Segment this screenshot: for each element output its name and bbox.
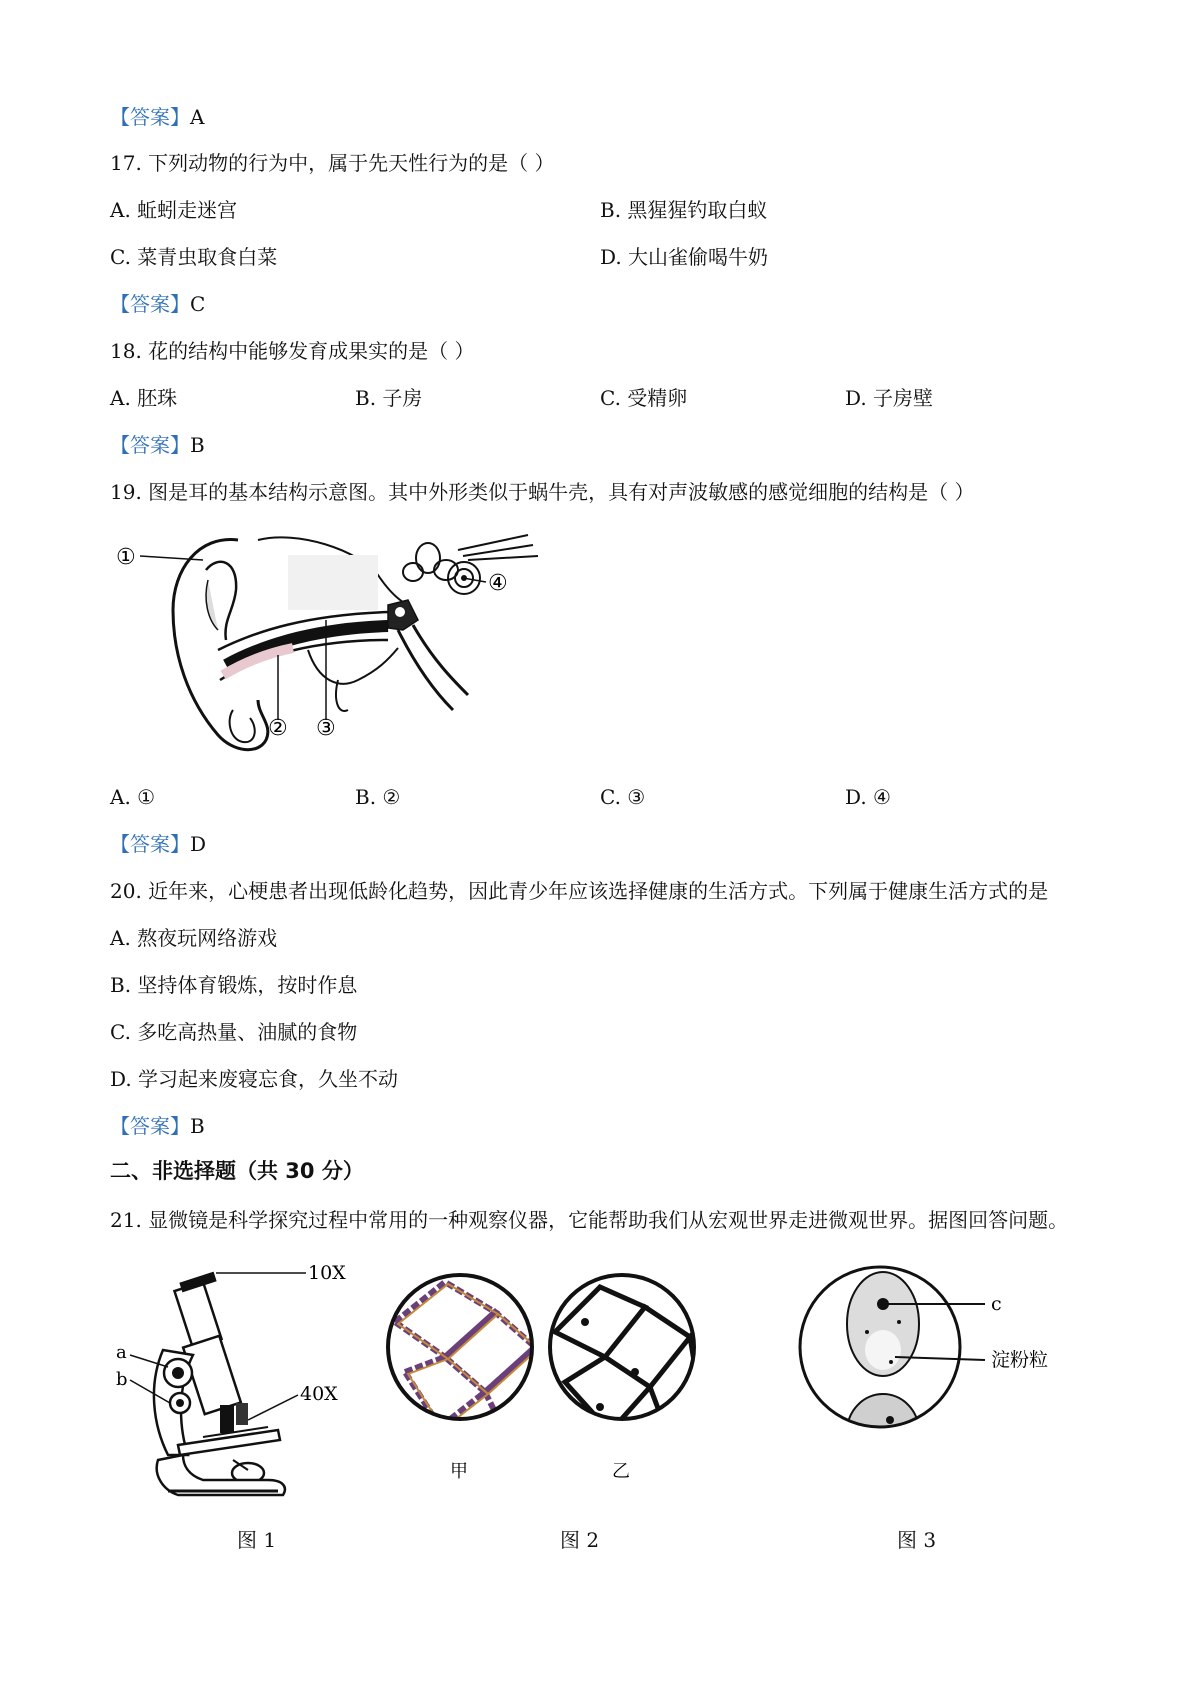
q17-option-c: C. 菜青虫取食白菜 <box>110 245 278 269</box>
answer-value: B <box>190 1114 205 1138</box>
label-starch: 淀粉粒 <box>991 1349 1049 1371</box>
q18-option-d: D. 子房壁 <box>845 386 934 410</box>
ear-label-2: ② <box>268 716 288 741</box>
q19-option-d: D. ④ <box>845 785 891 809</box>
q19-option-c: C. ③ <box>600 785 646 809</box>
label-10x: 10X <box>308 1262 346 1284</box>
q20-option-a: A. 熬夜玩网络游戏 <box>110 926 278 950</box>
answer-value: B <box>190 433 205 457</box>
q17-question: 17. 下列动物的行为中，属于先天性行为的是（ ） <box>110 151 555 175</box>
q19-answer <box>110 831 206 857</box>
q17-option-d: D. 大山雀偷喝牛奶 <box>600 245 769 269</box>
q20-question: 20. 近年来，心梗患者出现低龄化趋势，因此青少年应该选择健康的生活方式。下列属于健康生活方式的是 <box>110 879 1049 903</box>
fig3-caption: 图 3 <box>897 1528 937 1552</box>
q20-answer <box>110 1113 205 1139</box>
answer-label: 【答案】 <box>110 292 190 316</box>
answer-value: A <box>190 105 205 129</box>
ear-label-3: ③ <box>316 716 336 741</box>
ear-structure-figure <box>108 530 548 760</box>
answer-value: C <box>190 292 206 316</box>
q20-option-b: B. 坚持体育锻炼，按时作息 <box>110 973 358 997</box>
q18-question: 18. 花的结构中能够发育成果实的是（ ） <box>110 339 475 363</box>
fig2-caption: 图 2 <box>560 1528 600 1552</box>
q19-option-a: A. ① <box>110 785 156 809</box>
q18-option-c: C. 受精卵 <box>600 386 688 410</box>
label-40x: 40X <box>300 1383 338 1405</box>
q19-question: 19. 图是耳的基本结构示意图。其中外形类似于蜗牛壳，具有对声波敏感的感觉细胞的结构是（ ） <box>110 480 975 504</box>
answer-label: 【答案】 <box>110 433 190 457</box>
label-yi: 乙 <box>612 1461 630 1482</box>
q17-answer <box>110 291 205 317</box>
q16-answer <box>110 104 204 130</box>
q18-option-a: A. 胚珠 <box>110 386 178 410</box>
answer-label: 【答案】 <box>110 832 190 856</box>
answer-value: D <box>190 832 207 856</box>
q21-question: 21. 显微镜是科学探究过程中常用的一种观察仪器，它能帮助我们从宏观世界走进微观世界。据图回答问题。 <box>110 1208 1069 1232</box>
microscope-figure <box>108 1255 358 1500</box>
q17-option-a: A. 蚯蚓走迷宫 <box>110 198 238 222</box>
label-jia: 甲 <box>450 1461 468 1482</box>
answer-label: 【答案】 <box>110 1114 190 1138</box>
q18-answer <box>110 432 205 458</box>
label-c: c <box>991 1293 1002 1315</box>
q19-option-b: B. ② <box>355 785 401 809</box>
q17-option-b: B. 黑猩猩钓取白蚁 <box>600 198 768 222</box>
ear-label-4: ④ <box>488 571 508 596</box>
q18-option-b: B. 子房 <box>355 386 423 410</box>
starch-cell-figure <box>795 1262 1095 1452</box>
label-b: b <box>116 1369 128 1390</box>
fig1-caption: 图 1 <box>237 1528 277 1552</box>
ear-label-1: ① <box>116 545 136 570</box>
section-title: 二、非选择题（共 30 分） <box>110 1159 364 1183</box>
q20-option-c: C. 多吃高热量、油腻的食物 <box>110 1020 358 1044</box>
label-a: a <box>116 1342 127 1363</box>
cell-view-figure <box>385 1262 705 1492</box>
q20-option-d: D. 学习起来废寝忘食，久坐不动 <box>110 1067 399 1091</box>
answer-label: 【答案】 <box>110 105 190 129</box>
